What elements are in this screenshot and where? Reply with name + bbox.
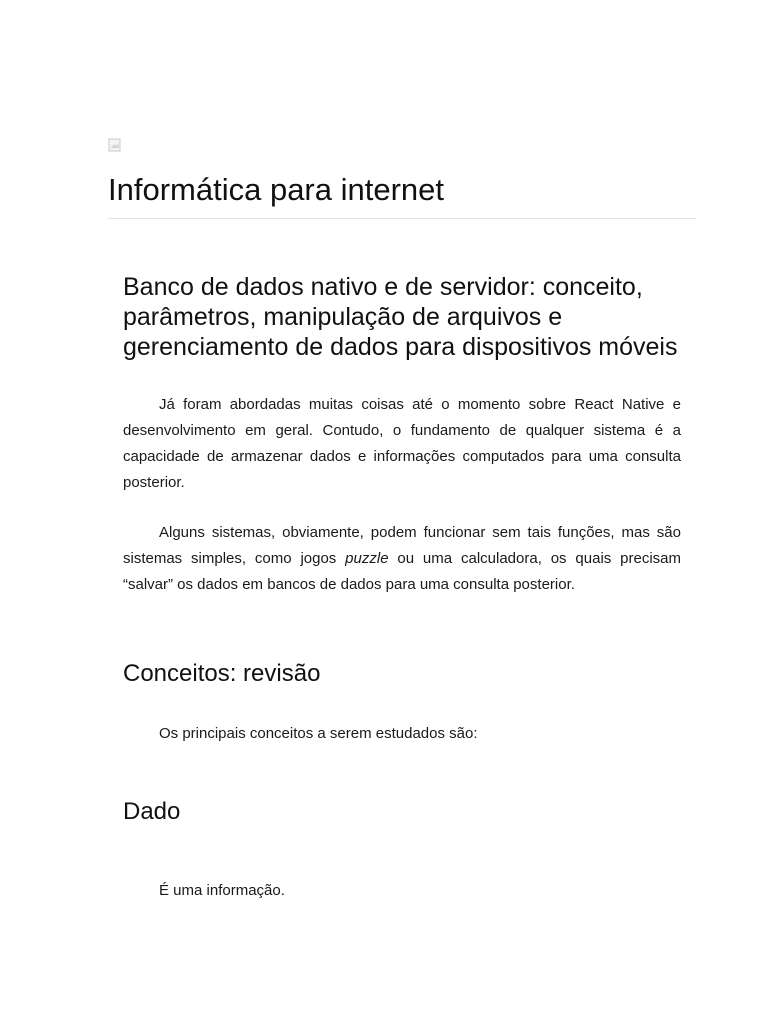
paragraph-intro: Já foram abordadas muitas coisas até o momento sobre React Native e desenvolvimento em geral. Contudo, o fundamento de qualquer sistema é a capacidade de armazenar dados e informações computados para uma consulta posterior. — [123, 396, 681, 491]
broken-image-icon — [108, 138, 122, 152]
dado-heading: Dado — [123, 798, 181, 825]
document-title: Informática para internet — [108, 172, 445, 207]
dado-definition: É uma informação. — [159, 882, 285, 899]
paragraph-systems-text-before: Alguns sistemas, obviamente, podem funcionar sem tais funções, mas são sistemas simples, como jogos — [123, 524, 681, 567]
paragraph-systems-text-after: ou uma calculadora, os quais precisam “salvar” os dados em bancos de dados para uma consulta posterior. — [123, 550, 681, 593]
concepts-intro: Os principais conceitos a serem estudados são: — [159, 725, 478, 742]
paragraph-systems-emphasis: puzzle — [345, 550, 389, 567]
document-content — [123, 272, 681, 904]
concepts-heading: Conceitos: revisão — [123, 660, 321, 687]
section-title: Banco de dados nativo e de servidor: conceito, parâmetros, manipulação de arquivos e gerenciamento de dados para dispositivos móveis — [123, 273, 678, 361]
paragraph-systems — [123, 520, 681, 598]
title-divider — [108, 218, 696, 219]
